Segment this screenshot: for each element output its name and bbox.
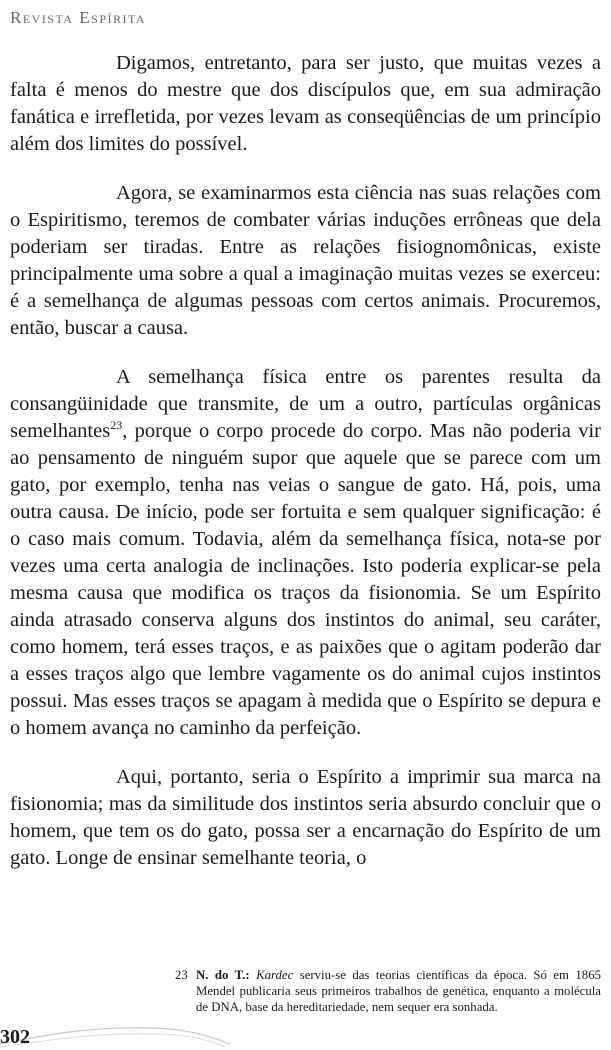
paragraph-2: Agora, se examinarmos esta ciência nas suas relações com o Espiritismo, teremos de combater várias induções errôneas que dela poderiam ser tiradas. Entre as relações fisiognomônicas, existe principalmente uma sobre a qual a imaginação muitas vezes se exerceu: é a semelhança de algumas pessoas com certos animais. Procuremos, então, buscar a causa. xyxy=(10,182,601,339)
footnote-label: N. do T.: xyxy=(196,968,250,982)
footnote xyxy=(175,967,601,1015)
paragraph-4: Aqui, portanto, seria o Espírito a imprimir sua marca na fisionomia; mas da similitude dos instintos seria absurdo concluir que o homem, que tem os do gato, possa ser a encarnação do Espírito de um gato. Longe de ensinar semelhante teoria, o xyxy=(10,766,601,869)
paragraph-3-part-2: , porque o corpo procede do corpo. Mas não poderia vir ao pensamento de ninguém supor que aquele que se parece com um gato, por exemplo, tenha nas veias o sangue de gato. Há, pois, uma outra causa. De início, pode ser fortuita e sem qualquer significação: é o caso mais comum. Todavia, além da semelhança física, nota-se por vezes uma certa analogia de inclinações. Isto poderia explicar-se pela mesma causa que modifica os traços da fisionomia. Se um Espírito ainda atrasado conserva alguns dos instintos do animal, seu caráter, como homem, terá esses traços, e as paixões que o agitam poderão dar a esses traços algo que lembre vagamente os do animal cujos instintos possui. Mas esses traços se apagam à medida que o Espírito se depura e o homem avança no caminho da perfeição. xyxy=(10,420,601,739)
page-ornament xyxy=(0,1014,240,1050)
footnote-body: serviu-se das teorias científicas da época. Só em 1865 Mendel publicaria seus primeiros trabalhos de genética, enquanto a molécula de DNA, base da hereditariedade, nem sequer era sonhada. xyxy=(196,968,601,1014)
footnote-reference[interactable]: 23 xyxy=(110,418,123,433)
paragraph-3-part-1: A semelhança física entre os parentes resulta da consangüinidade que transmite, de um a outro, partículas orgânicas semelhantes xyxy=(10,366,601,442)
paragraph-1: Digamos, entretanto, para ser justo, que muitas vezes a falta é menos do mestre que dos discípulos que, em sua admiração fanática e irrefletida, por vezes levam as conseqüências de um princípio além dos limites do possível. xyxy=(10,52,601,155)
page-number: 302 xyxy=(0,1026,30,1048)
body-text xyxy=(10,50,601,872)
paragraph-3 xyxy=(10,364,601,742)
running-head: Revista Espírita xyxy=(10,8,147,27)
footnote-number: 23 xyxy=(175,968,188,982)
footnote-text xyxy=(196,967,601,1015)
footnote-author: Kardec xyxy=(256,968,294,982)
